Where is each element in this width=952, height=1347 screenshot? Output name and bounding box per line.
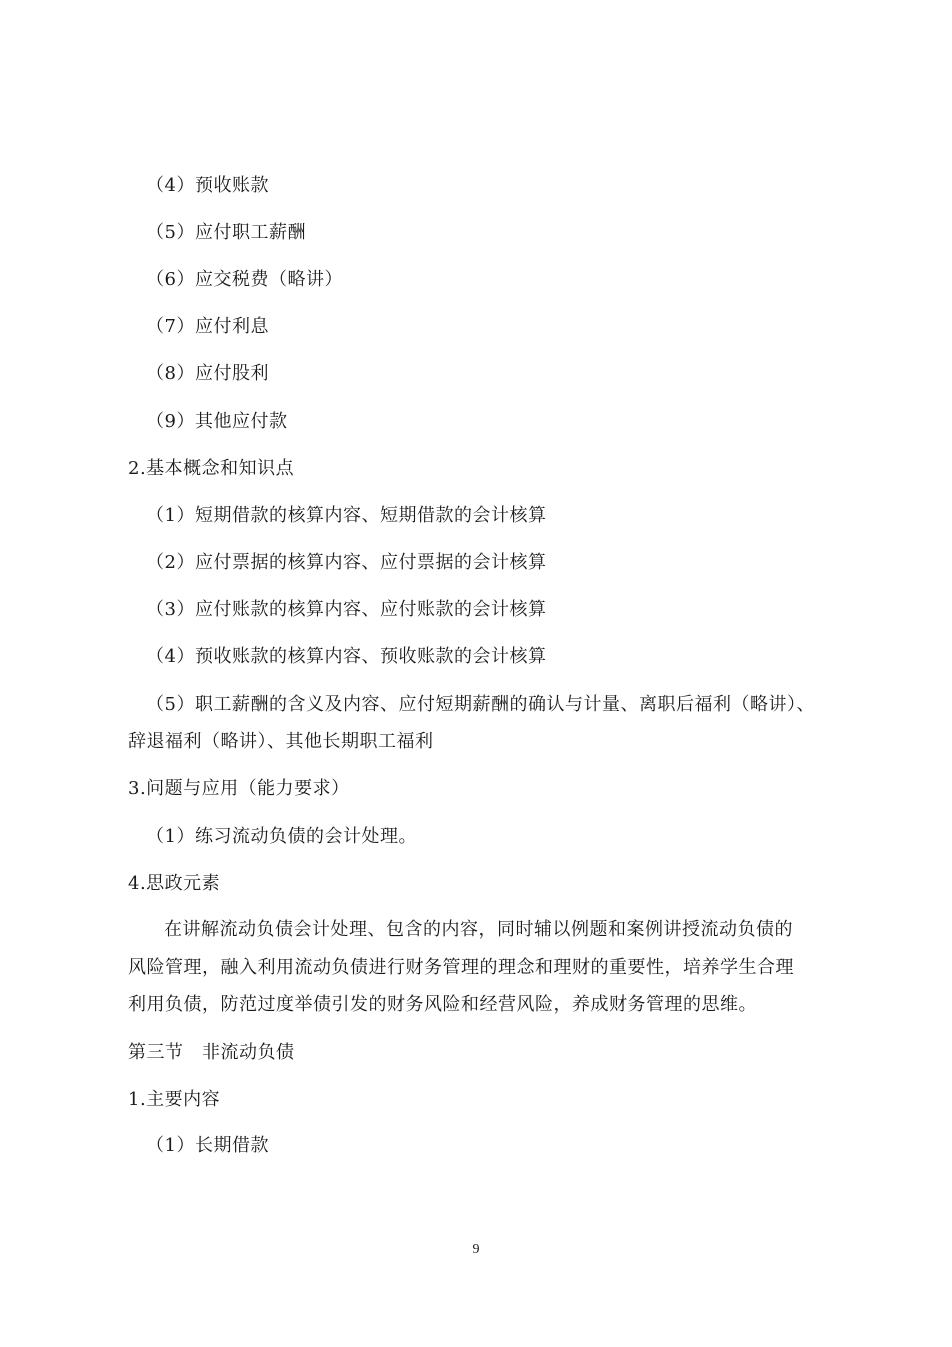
paragraph-line: 在讲解流动负债会计处理、包含的内容，同时辅以例题和案例讲授流动负债的 (164, 919, 793, 940)
list-item: （8）应付股利 (146, 363, 269, 384)
chapter-section-title: 第三节 非流动负债 (128, 1042, 295, 1063)
list-item: （1）短期借款的核算内容、短期借款的会计核算 (146, 505, 547, 526)
list-item-continuation: 辞退福利（略讲）、其他长期职工福利 (128, 731, 434, 752)
list-item: （1）练习流动负债的会计处理。 (146, 826, 417, 847)
section-heading: 1.主要内容 (128, 1089, 221, 1110)
list-item: （6）应交税费（略讲） (146, 269, 343, 290)
section-heading: 4.思政元素 (128, 873, 221, 894)
list-item: （7）应付利息 (146, 316, 269, 337)
list-item: （2）应付票据的核算内容、应付票据的会计核算 (146, 552, 547, 573)
paragraph-line: 利用负债，防范过度举债引发的财务风险和经营风险，养成财务管理的思维。 (128, 994, 757, 1015)
list-item: （4）预收账款的核算内容、预收账款的会计核算 (146, 646, 547, 667)
list-item: （9）其他应付款 (146, 411, 288, 432)
list-item: （3）应付账款的核算内容、应付账款的会计核算 (146, 599, 547, 620)
section-heading: 3.问题与应用（能力要求） (128, 778, 350, 799)
section-heading: 2.基本概念和知识点 (128, 458, 295, 479)
list-item: （4）预收账款 (146, 175, 269, 196)
list-item: （1）长期借款 (146, 1135, 269, 1156)
paragraph-line: 风险管理，融入利用流动负债进行财务管理的理念和理财的重要性，培养学生合理 (128, 957, 794, 978)
list-item: （5）应付职工薪酬 (146, 222, 306, 243)
page-number: 9 (472, 1242, 480, 1257)
list-item: （5）职工薪酬的含义及内容、应付短期薪酬的确认与计量、离职后福利（略讲）、 (146, 694, 815, 715)
